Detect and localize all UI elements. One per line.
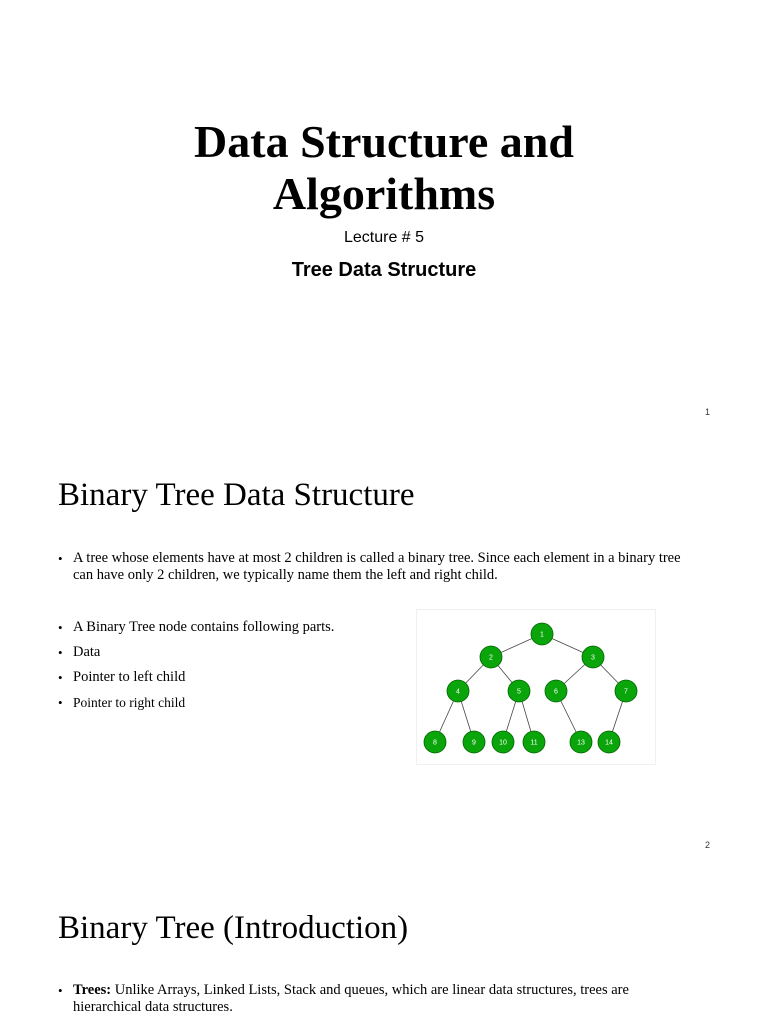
page-number: 2 (704, 840, 710, 850)
tree-nodes (424, 623, 637, 753)
tree-node (492, 731, 514, 753)
slide-title (0, 116, 768, 220)
binary-tree-diagram (416, 609, 656, 765)
page-number: 1 (704, 407, 710, 417)
svg-text:11: 11 (530, 739, 538, 747)
svg-text:3: 3 (591, 654, 595, 662)
tree-node (531, 623, 553, 645)
slide-heading: Binary Tree (Introduction) (58, 910, 409, 946)
slide-subtitle: Tree Data Structure (291, 259, 477, 281)
title-line-1: Data Structure and (194, 116, 574, 167)
svg-text:10: 10 (499, 739, 507, 747)
lecture-label: Lecture # 5 (343, 229, 425, 246)
tree-node (480, 646, 502, 668)
svg-text:2: 2 (489, 654, 493, 662)
list-item (58, 982, 690, 1016)
title-line-2: Algorithms (272, 168, 496, 219)
tree-node (545, 680, 567, 702)
list-item: • A Binary Tree node contains following parts. (58, 619, 388, 636)
svg-text:13: 13 (577, 739, 585, 747)
term-label: Trees: (73, 982, 112, 998)
node-parts-list (58, 619, 388, 719)
list-item: • Pointer to right child (58, 694, 388, 711)
list-item: • Pointer to left child (58, 669, 388, 686)
tree-node (582, 646, 604, 668)
svg-text:5: 5 (517, 688, 521, 696)
slide-3 (0, 866, 768, 1024)
intro-list (58, 550, 690, 584)
tree-node (598, 731, 620, 753)
tree-node (463, 731, 485, 753)
slide-2 (0, 433, 768, 866)
binary-tree-svg (417, 610, 655, 764)
svg-text:7: 7 (624, 688, 628, 696)
svg-text:14: 14 (605, 739, 613, 747)
svg-text:6: 6 (554, 688, 558, 696)
svg-text:4: 4 (456, 688, 460, 696)
intro-bullet: • A tree whose elements have at most 2 children is called a binary tree. Since each element in a binary tree can have only 2 children, we typically name them the left and right child. (58, 550, 690, 584)
tree-node (424, 731, 446, 753)
slide-1 (0, 0, 768, 433)
tree-node (523, 731, 545, 753)
term-definition: Unlike Arrays, Linked Lists, Stack and queues, which are linear data structures, trees are hierarchical data structures. (73, 982, 629, 1015)
intro-list (58, 982, 690, 1016)
svg-text:9: 9 (472, 739, 476, 747)
tree-node (615, 680, 637, 702)
tree-node (570, 731, 592, 753)
tree-node (447, 680, 469, 702)
svg-text:8: 8 (433, 739, 437, 747)
list-item: • Data (58, 644, 388, 661)
tree-node (508, 680, 530, 702)
svg-text:1: 1 (540, 631, 544, 639)
slide-heading: Binary Tree Data Structure (58, 477, 415, 513)
